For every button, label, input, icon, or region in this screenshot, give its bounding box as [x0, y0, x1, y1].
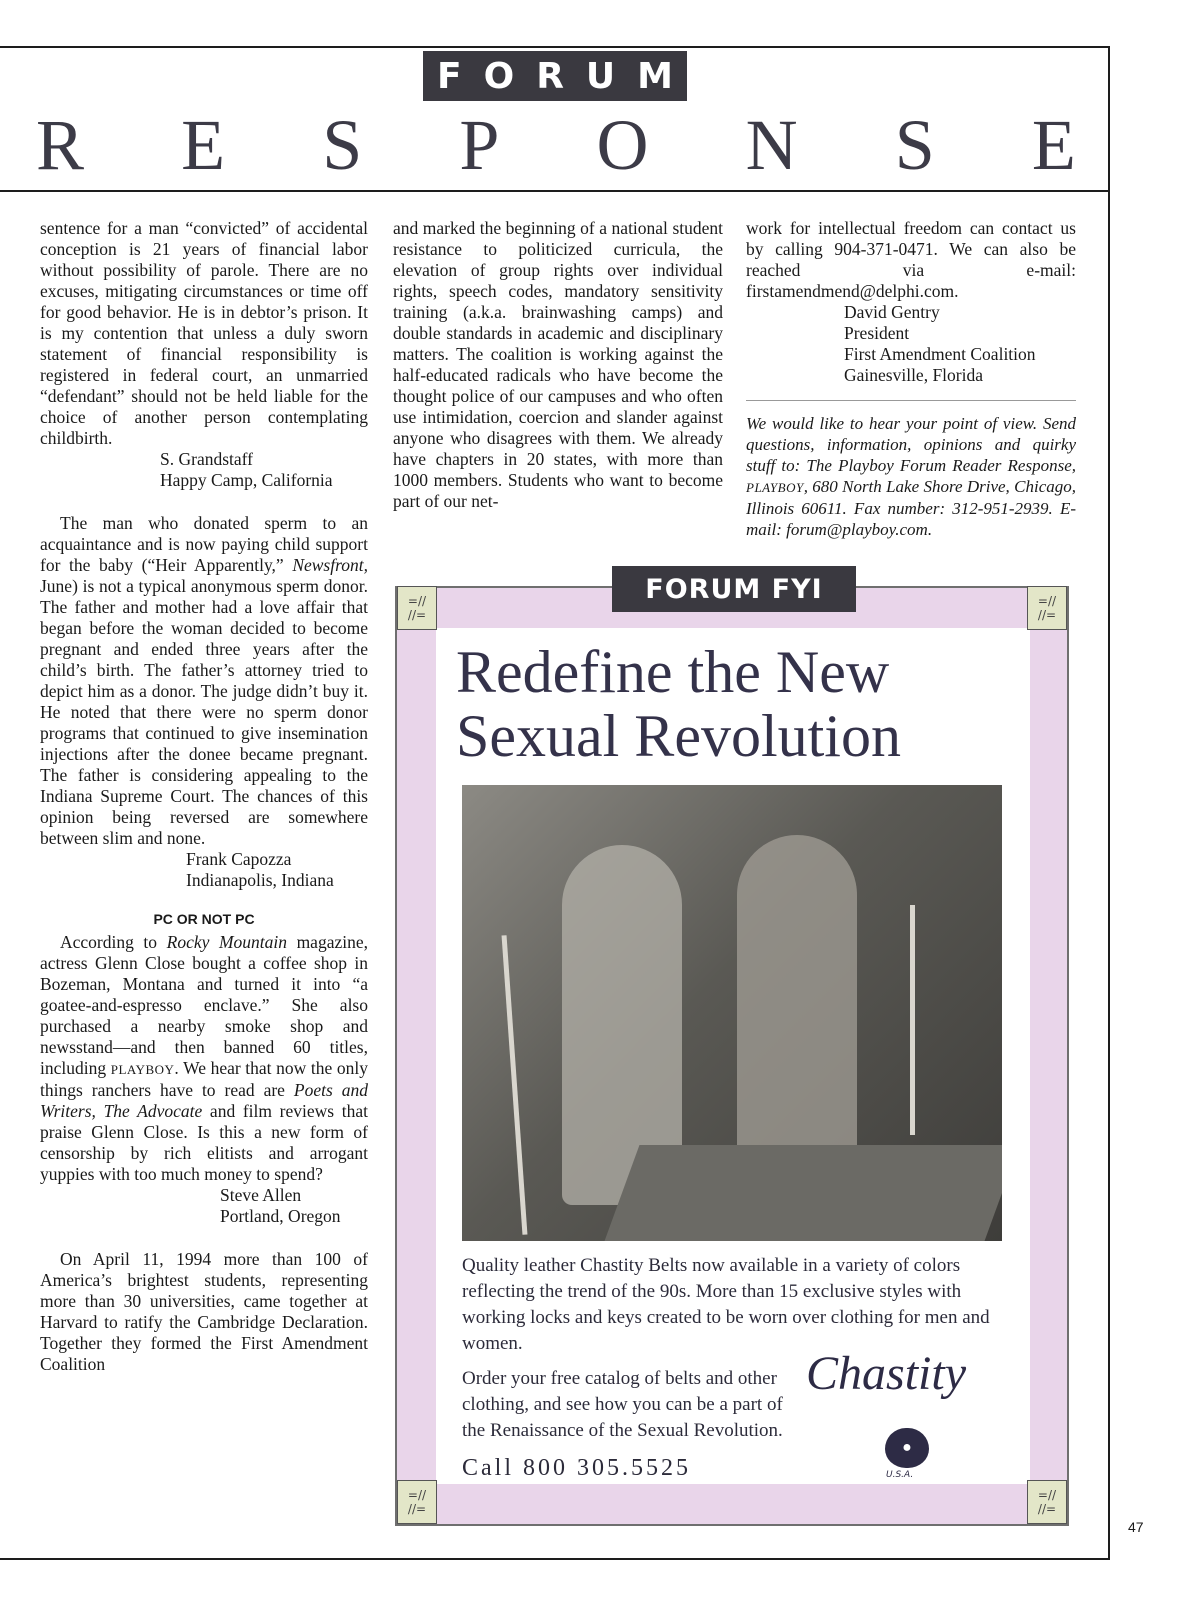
forum-fyi-tab: FORUM FYI	[612, 566, 856, 612]
brand-origin: U.S.A.	[886, 1470, 914, 1480]
brand-logo: Chastity	[806, 1347, 967, 1400]
letter-paragraph: According to Rocky Mountain magazine, actress Glenn Close bought a coffee shop in Bozeman, Montana and turned it into “a goatee-and-espresso enclave.” She also purchased a nearby smoke shop and newsstand—and then banned 60 titles, including PLAYBOY. We hear that now the only things ranchers have to read are Poets and Writers, The Advocate and film reviews that praise Glenn Close. Is this a new form of censorship by rich elitists and arrogant yuppies with too much money to spend?	[40, 932, 368, 1184]
title-letter: R	[36, 104, 85, 185]
signature-name: Steve Allen	[220, 1185, 302, 1205]
signature-place: Indianapolis, Indiana	[186, 870, 334, 890]
signature-place: Portland, Oregon	[220, 1206, 341, 1226]
signature-name: Frank Capozza	[186, 849, 292, 869]
title-letter: P	[459, 104, 500, 185]
column-2	[393, 218, 723, 512]
heart-lock-icon: ●	[885, 1428, 929, 1468]
subhead: PC OR NOT PC	[153, 911, 255, 927]
letter-paragraph: sentence for a man “convicted” of accidental conception is 21 years of financial labor without possibility of parole. There are no excuses, mitigating circumstances or time off for good behavior. He is in debtor’s prison. It is my contention that unless a duly sworn statement of financial responsibility is registered in federal court, an unmarried “defendant” should not be held liable for the choice of another person contemplating childbirth.	[40, 218, 368, 448]
title-letter: O	[596, 104, 649, 185]
title-letter: S	[322, 104, 363, 185]
ad-catalog-copy: Order your free catalog of belts and other clothing, and see how you can be a part of the Renaissance of the Sexual Revolution.	[462, 1368, 783, 1441]
letter-paragraph: On April 11, 1994 more than 100 of America’s brightest students, representing more than 30 universities, came together at Harvard to ratify the Cambridge Declaration. Together they formed the First Amendment Coalition	[40, 1249, 368, 1374]
ad-phone: Call 800 305.5525	[462, 1455, 691, 1481]
letter-paragraph: and marked the beginning of a national student resistance to politicized curricula, the elevation of group rights over individual rights, speech codes, mandatory sensitivity training (a.k.a. brainwashing camps) and double standards in academic and disciplinary matters. The coalition is working against the half-educated radicals who have become the thought police of our campuses and who often use intimidation, coercion and slander against anyone who disagrees with them. We already have chapters in 20 states, with more than 1000 members. Students who want to become part of our net-	[393, 218, 723, 511]
title-letter: E	[181, 104, 226, 185]
title-letter: E	[1031, 104, 1076, 185]
letter-paragraph: The man who donated sperm to an acquaintance and is now paying child support for the baby (“Heir Apparently,” Newsfront, June) is not a typical anonymous sperm donor. The father and mother had a love affair that began before the woman decided to become pregnant and ended three years after the child’s birth. The father’s attorney tried to depict him as a donor. The judge didn’t buy it. He noted that there were no sperm donor programs that continued to give insemination injections after the donee became pregnant. The father is considering appealing to the Indiana Supreme Court. The chances of this opinion being reversed are somewhere between slim and none.	[40, 513, 368, 848]
signature-title: President	[844, 323, 910, 343]
column-1	[40, 218, 368, 1375]
frame-top-rule	[0, 46, 1110, 48]
signature-name: David Gentry	[844, 302, 940, 322]
column-3	[746, 218, 1076, 540]
letter-paragraph: work for intellectual freedom can contact us by calling 904-371-0471. We can also be reached via e-mail: firstamendmend@delphi.com.	[746, 218, 1076, 301]
page-number: 47	[1128, 1519, 1144, 1535]
forum-kicker: FORUM	[423, 51, 687, 101]
section-title-response	[36, 104, 1076, 186]
corner-ornament-icon: =// //=	[397, 586, 437, 630]
signature-org: First Amendment Coalition	[844, 344, 1036, 364]
header-rule	[0, 190, 1110, 192]
frame-bottom-rule	[0, 1558, 1110, 1560]
title-letter: N	[745, 104, 798, 185]
signature-place: Happy Camp, California	[160, 470, 333, 490]
frame-right-rule	[1108, 46, 1110, 1560]
corner-ornament-icon: =// //=	[1027, 586, 1067, 630]
signature-place: Gainesville, Florida	[844, 365, 984, 385]
divider	[746, 400, 1076, 401]
ad-body-copy: Quality leather Chastity Belts now available in a variety of colors reflecting the trend of the 90s. More than 15 exclusive styles with working locks and keys created to be worn over clothing for men and women.	[462, 1255, 990, 1354]
signature-name: S. Grandstaff	[160, 449, 253, 469]
ad-headline: Redefine the New Sexual Revolution	[456, 639, 901, 769]
reader-invitation: We would like to hear your point of view. Send questions, information, opinions and quirky stuff to: The Playboy Forum Reader Response, PLAYBOY, 680 North Lake Shore Drive, Chicago, Illinois 60611. Fax number: 312-951-2939. E-mail: forum@playboy.com.	[746, 414, 1076, 539]
corner-ornament-icon: =// //=	[397, 1480, 437, 1524]
corner-ornament-icon: =// //=	[1027, 1480, 1067, 1524]
title-letter: S	[894, 104, 935, 185]
ad-photo	[462, 785, 1002, 1241]
